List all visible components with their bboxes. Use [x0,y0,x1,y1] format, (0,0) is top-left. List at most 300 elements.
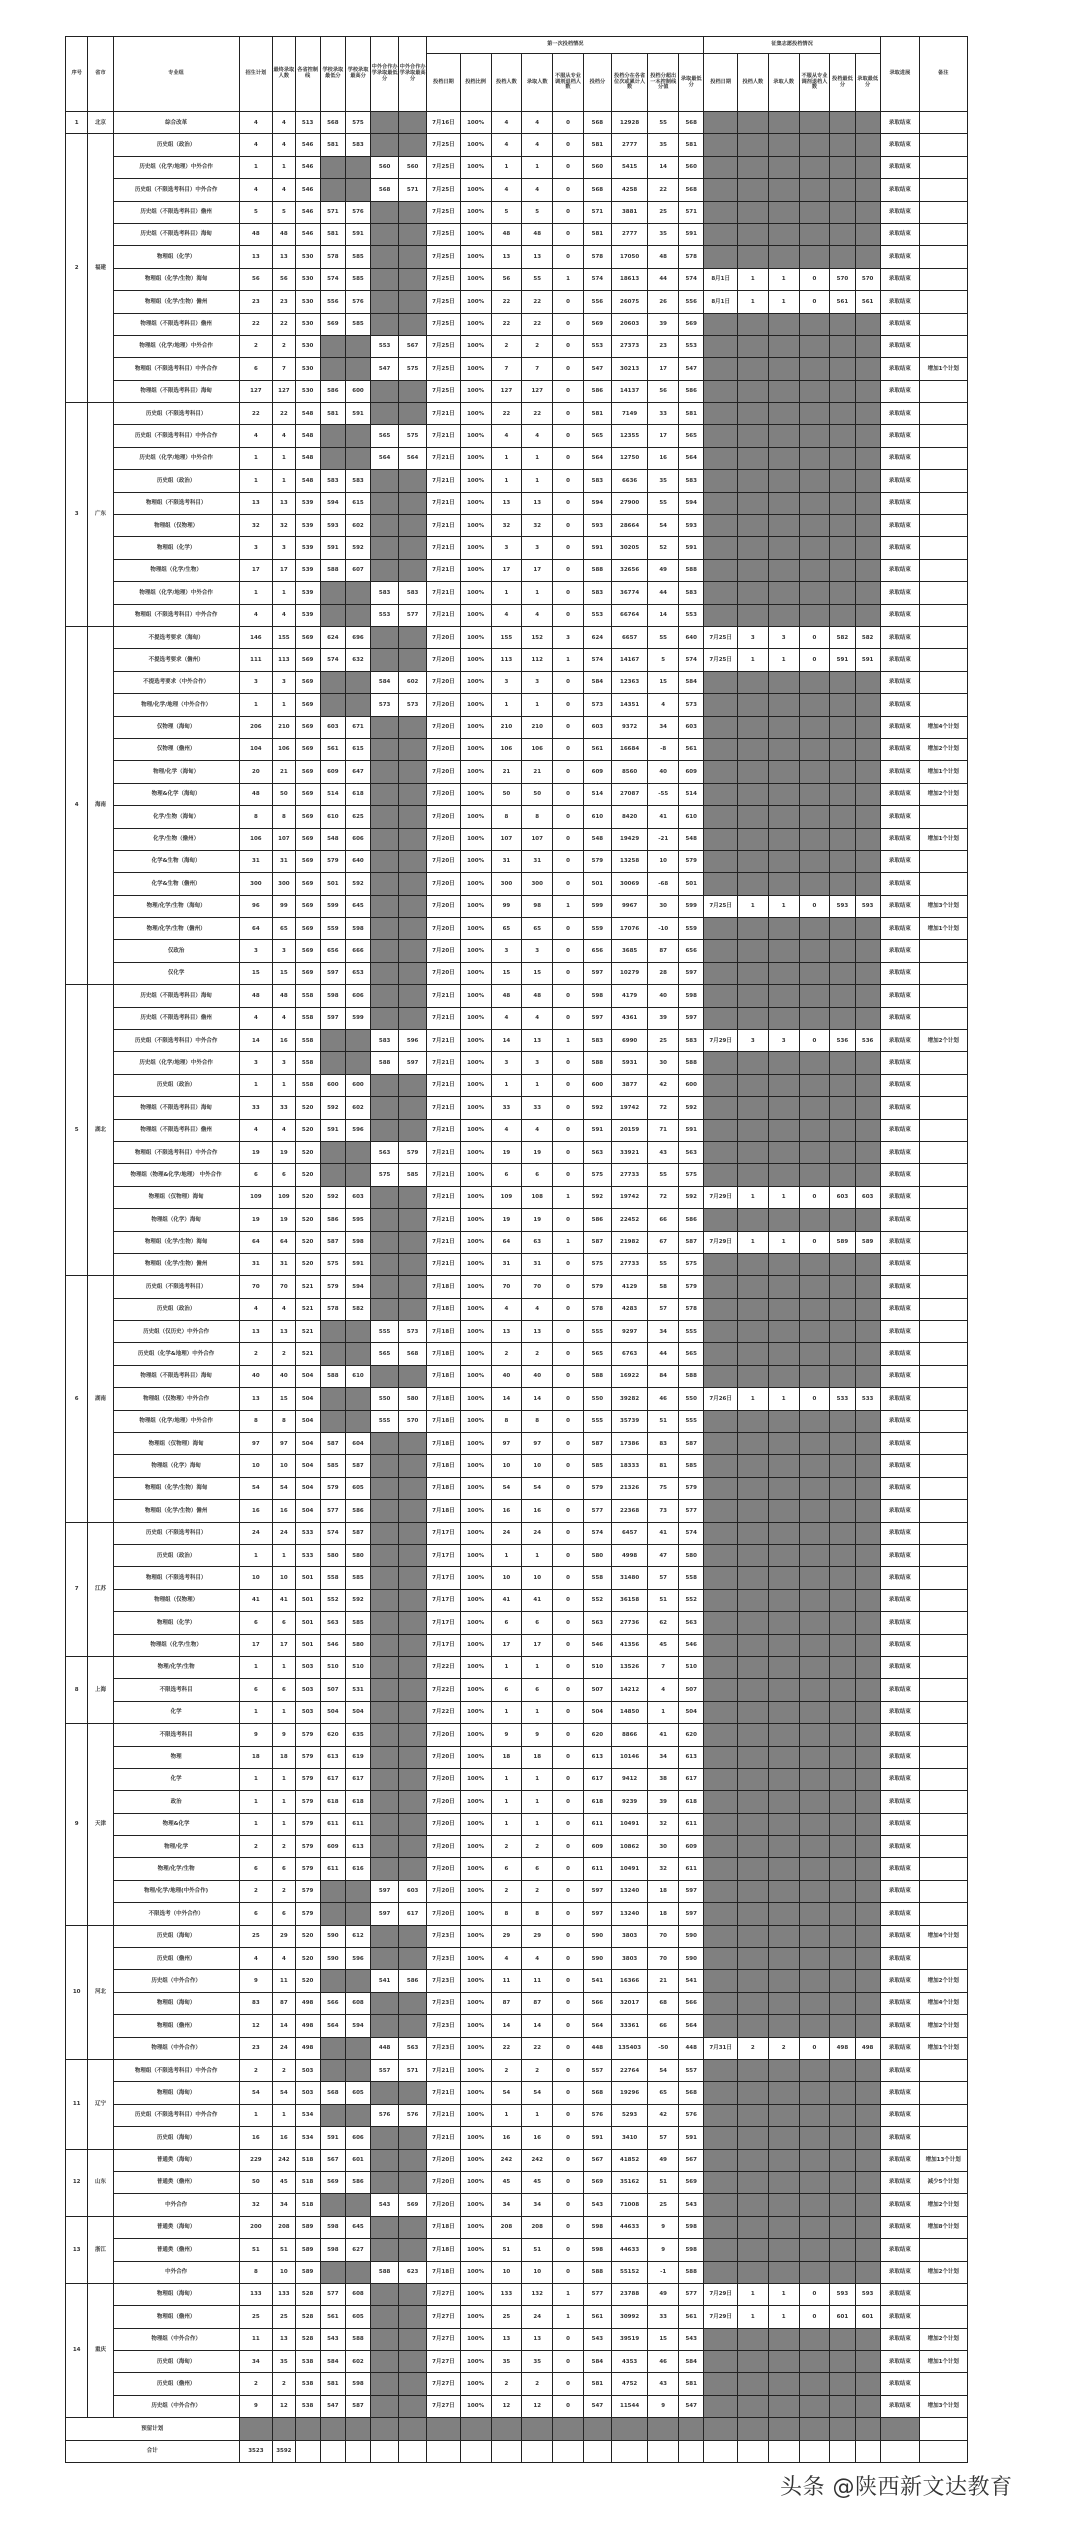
cell [371,985,399,1007]
cell [345,447,370,469]
cell: 2 [239,335,273,357]
cell: 7月21日 [427,1030,461,1052]
cell: 1 [553,649,584,671]
cell: 569 [295,649,320,671]
cell [919,425,967,447]
cell: 录取结束 [880,2239,919,2261]
cell: 593 [320,515,345,537]
cell: 0 [553,2171,584,2193]
cell [919,403,967,425]
cell: 增加1个计划 [919,918,967,940]
cell: 4 [491,1948,522,1970]
cell: 501 [295,1589,320,1611]
cell: 1 [491,156,522,178]
cell: 1 [768,1231,799,1253]
cell: 13 [522,492,553,514]
cell [399,2328,427,2350]
cell: 14137 [611,380,647,402]
cell: 600 [583,1074,611,1096]
cell: 155 [273,626,295,648]
cell: 8420 [611,806,647,828]
cell [320,1970,345,1992]
cell: 559 [679,918,704,940]
cell: 化学 [113,1701,239,1723]
cell: 7月25日 [704,626,738,648]
cell [799,1209,830,1231]
table-row [66,1074,968,1096]
cell: 55152 [611,2261,647,2283]
cell: 12363 [611,671,647,693]
cell: 504 [583,1701,611,1723]
cell [704,1365,738,1387]
cell: 594 [320,492,345,514]
cell [371,1477,399,1499]
cell: 566 [679,1992,704,2014]
cell: 591 [320,537,345,559]
cell [919,1768,967,1790]
cell: 611 [679,1858,704,1880]
cell [345,2037,370,2059]
header-status: 录取进展 [880,37,919,112]
cell [919,1836,967,1858]
cell [919,134,967,156]
cell: 518 [295,2171,320,2193]
cell [830,1656,855,1678]
cell: 6 [273,1612,295,1634]
cell: 579 [320,1276,345,1298]
table-row [66,1724,968,1746]
table-row [66,1097,968,1119]
cell [799,2059,830,2081]
cell [919,671,967,693]
cell: 1 [491,1545,522,1567]
cell: 21 [273,761,295,783]
cell [737,1746,768,1768]
cell [830,1052,855,1074]
cell: 历史组（不限选考科目）海甸 [113,985,239,1007]
cell [799,1746,830,1768]
cell [855,1925,880,1947]
cell: 100% [460,1768,491,1790]
cell [737,2418,768,2440]
cell: 107 [491,828,522,850]
cell: 31 [522,850,553,872]
cell: -55 [648,783,679,805]
cell: 14351 [611,694,647,716]
cell: 100% [460,1477,491,1499]
cell [855,2239,880,2261]
cell: 100% [460,358,491,380]
cell [830,1992,855,2014]
cell: 100% [460,2015,491,2037]
table-row [66,313,968,335]
cell: 18 [522,1746,553,1768]
cell: 615 [345,738,370,760]
cell: 录取结束 [880,1768,919,1790]
cell: 589 [830,1231,855,1253]
cell: 645 [345,895,370,917]
cell: 7月20日 [427,716,461,738]
cell: 1 [273,2104,295,2126]
cell: 31 [273,1253,295,1275]
cell: 591 [855,649,880,671]
cell: 物理 [113,1746,239,1768]
cell: 54 [648,2059,679,2081]
cell [768,2059,799,2081]
cell: 0 [553,1880,584,1902]
cell: 0 [553,850,584,872]
cell: 录取结束 [880,1612,919,1634]
cell: 0 [553,1343,584,1365]
cell: 历史组（不限选考科目）中外合作 [113,425,239,447]
cell [799,1276,830,1298]
cell: 物理组（不限选考科目） [113,492,239,514]
cell: 578 [583,246,611,268]
cell [855,604,880,626]
cell: 6 [491,1164,522,1186]
cell: 597 [679,962,704,984]
cell [371,783,399,805]
cell: 584 [583,671,611,693]
cell [768,358,799,380]
cell [768,2261,799,2283]
cell: 581 [320,134,345,156]
cell [830,1948,855,1970]
cell: 586 [320,380,345,402]
table-row [66,156,968,178]
cell: 22368 [611,1500,647,1522]
cell: 24 [522,1522,553,1544]
cell [855,2015,880,2037]
cell: 100% [460,694,491,716]
cell: 594 [583,492,611,514]
cell: 100% [460,1545,491,1567]
cell: 536 [855,1030,880,1052]
cell: 64 [239,918,273,940]
cell: 598 [583,985,611,1007]
cell [704,201,738,223]
cell: 录取结束 [880,156,919,178]
cell [737,1925,768,1947]
cell: 100% [460,2127,491,2149]
cell [371,291,399,313]
cell [830,1545,855,1567]
cell [768,380,799,402]
cell: 584 [679,2351,704,2373]
cell [704,313,738,335]
cell [799,1365,830,1387]
cell: 100% [460,1791,491,1813]
cell: 录取结束 [880,1836,919,1858]
cell: 6 [239,1164,273,1186]
cell [919,649,967,671]
cell [799,313,830,335]
cell: 49 [648,2149,679,2171]
cell: 504 [295,1433,320,1455]
cell: 599 [345,1007,370,1029]
cell [768,1052,799,1074]
cell: 100% [460,1701,491,1723]
header-first-col: 不服从专业调剂退档人数 [553,54,584,112]
cell: 22 [648,179,679,201]
cell: 33 [648,403,679,425]
cell [919,112,967,134]
header-supplement-round: 征集志愿投档情况 [704,37,880,54]
cell [371,2328,399,2350]
cell: 18 [273,1746,295,1768]
cell: 27733 [611,1164,647,1186]
cell: 历史组（政治） [113,1298,239,1320]
cell [704,2082,738,2104]
cell: 录取结束 [880,1701,919,1723]
cell: 录取结束 [880,2149,919,2171]
cell [830,470,855,492]
cell: 物理组（化学）海甸 [113,1455,239,1477]
cell: 3 [522,671,553,693]
cell [830,1724,855,1746]
cell: 534 [295,2104,320,2126]
cell: 33361 [611,2015,647,2037]
cell: 17 [491,559,522,581]
cell: 22 [522,291,553,313]
cell: 617 [679,1768,704,1790]
cell [320,1141,345,1163]
cell: 3 [239,537,273,559]
cell: 109 [273,1186,295,1208]
cell [919,1007,967,1029]
cell: 16 [239,1500,273,1522]
cell [371,1746,399,1768]
cell: 573 [583,694,611,716]
cell: 7月20日 [427,1836,461,1858]
cell [830,1455,855,1477]
cell [919,201,967,223]
cell: 591 [679,223,704,245]
cell: 100% [460,201,491,223]
header-remark: 备注 [919,37,967,112]
cell [855,1298,880,1320]
cell: 2 [273,1836,295,1858]
cell [768,1589,799,1611]
cell: 22 [273,313,295,335]
cell [399,246,427,268]
cell: 561 [830,291,855,313]
cell [799,1522,830,1544]
cell: 7月21日 [427,492,461,514]
header-supp-col: 投档人数 [737,54,768,112]
cell: 100% [460,2194,491,2216]
cell: 49 [648,559,679,581]
cell: 617 [320,1768,345,1790]
cell: 109 [239,1186,273,1208]
cell: 4 [239,1298,273,1320]
cell: 42 [648,2104,679,2126]
cell [919,246,967,268]
cell: 620 [320,1724,345,1746]
cell: 录取结束 [880,1433,919,1455]
cell: 530 [295,380,320,402]
cell: 38 [648,1768,679,1790]
cell [768,1410,799,1432]
cell: 物理组（中外合作） [113,2328,239,2350]
cell: 539 [295,582,320,604]
cell [399,515,427,537]
cell [273,2418,295,2440]
cell [704,806,738,828]
cell [799,2239,830,2261]
cell [399,1433,427,1455]
row-province: 山东 [88,2149,113,2216]
cell: 0 [553,2328,584,2350]
cell: 581 [679,403,704,425]
cell: 611 [320,1858,345,1880]
cell: 2 [768,2037,799,2059]
cell: 606 [345,2127,370,2149]
cell: 609 [679,761,704,783]
cell: 1 [491,694,522,716]
cell [768,1880,799,1902]
cell [919,2104,967,2126]
cell: 548 [295,447,320,469]
cell [768,537,799,559]
cell [830,1276,855,1298]
cell [919,1321,967,1343]
cell: 0 [553,582,584,604]
cell: 575 [399,358,427,380]
cell: 7月29日 [704,2283,738,2305]
cell: 7月27日 [427,2373,461,2395]
cell [704,2373,738,2395]
cell [399,985,427,1007]
cell: 569 [295,895,320,917]
cell: 化学&生物（儋州） [113,873,239,895]
cell: 录取结束 [880,671,919,693]
cell: 65 [491,918,522,940]
cell [799,738,830,760]
cell: 619 [345,1746,370,1768]
cell: 100% [460,1321,491,1343]
cell: 33 [648,2306,679,2328]
cell: 609 [583,1836,611,1858]
cell [880,2418,919,2440]
cell: 录取结束 [880,313,919,335]
table-row [66,2351,968,2373]
cell: 4361 [611,1007,647,1029]
cell [371,828,399,850]
cell: 66764 [611,604,647,626]
cell [737,134,768,156]
cell [768,1634,799,1656]
cell: 7月17日 [427,1589,461,1611]
cell [371,470,399,492]
cell: 590 [320,1925,345,1947]
row-seq: 12 [66,2149,88,2216]
cell: 563 [679,1141,704,1163]
cell [345,1030,370,1052]
cell: 中外合作 [113,2261,239,2283]
cell [830,1365,855,1387]
cell [371,1567,399,1589]
cell [371,2082,399,2104]
cell [830,179,855,201]
cell: 591 [320,1119,345,1141]
table-row [66,850,968,872]
cell: 物理/化学/生物 [113,1656,239,1678]
cell: 135403 [611,2037,647,2059]
cell [830,1567,855,1589]
cell: 录取结束 [880,515,919,537]
cell: 100% [460,1813,491,1835]
cell: 100% [460,246,491,268]
cell: 0 [799,1388,830,1410]
cell: 物理组（不限选考科目）中外合作 [113,604,239,626]
cell: 539 [295,537,320,559]
cell: 100% [460,671,491,693]
cell [768,2104,799,2126]
cell: 8866 [611,1724,647,1746]
cell: 501 [295,1612,320,1634]
cell: 71008 [611,2194,647,2216]
cell [737,985,768,1007]
cell [855,738,880,760]
cell [919,2082,967,2104]
cell: 12750 [611,447,647,469]
cell: 100% [460,1858,491,1880]
header-group: 专业组 [113,37,239,112]
cell: 录取结束 [880,2261,919,2283]
cell [855,1746,880,1768]
cell: 100% [460,1836,491,1858]
cell: 100% [460,582,491,604]
cell [855,1141,880,1163]
cell: 100% [460,2373,491,2395]
cell: 增加4个计划 [919,716,967,738]
table-row [66,1746,968,1768]
cell [768,985,799,1007]
cell: 物理组（化学/生物）儋州 [113,291,239,313]
cell: 498 [855,2037,880,2059]
cell: 100% [460,179,491,201]
cell [320,671,345,693]
cell: 617 [583,1768,611,1790]
cell: 13 [491,2328,522,2350]
cell: 6 [273,1858,295,1880]
cell: 22 [491,2037,522,2059]
cell: -68 [648,873,679,895]
cell: 579 [295,1858,320,1880]
cell [371,2149,399,2171]
cell: 100% [460,1186,491,1208]
cell: 41356 [611,1634,647,1656]
cell: 100% [460,1276,491,1298]
cell [737,201,768,223]
cell: 58 [648,1276,679,1298]
cell: 0 [553,134,584,156]
cell: 35 [648,470,679,492]
cell: 605 [345,2082,370,2104]
cell: 14212 [611,1679,647,1701]
cell: 569 [295,940,320,962]
cell: 1 [239,1791,273,1813]
cell: 7月23日 [427,2015,461,2037]
cell: 556 [679,291,704,313]
cell: 530 [295,246,320,268]
cell [855,447,880,469]
cell [830,962,855,984]
cell: 物理组（中外合作） [113,2037,239,2059]
table-row [66,1791,968,1813]
table-row [66,559,968,581]
